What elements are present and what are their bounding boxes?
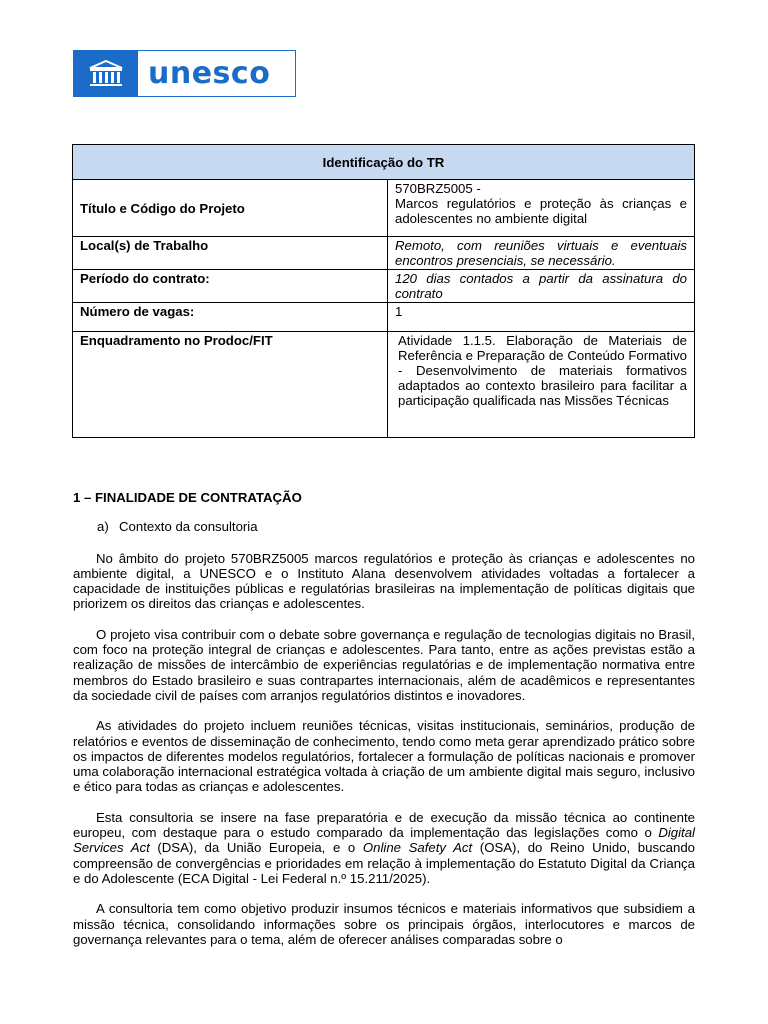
- subsection-title: Contexto da consultoria: [119, 519, 258, 535]
- row-value: 1: [388, 303, 695, 332]
- tr-identification-table: [72, 144, 695, 438]
- row-label: Enquadramento no Prodoc/FIT: [73, 332, 388, 438]
- paragraph-4-text: (OSA), do Reino Unido, buscando compreensão de convergências e prioridades em relação à implementação do Estatuto Digital da Criança e do Adolescente (ECA Digital - Lei Federal n.º 15.211/2025).: [73, 840, 695, 886]
- paragraph-2: O projeto visa contribuir com o debate sobre governança e regulação de tecnologias digitais no Brasil, com foco na proteção integral de crianças e adolescentes. Para tanto, entre as ações previstas estão a realização de missões de intercâmbio de experiências regulatórias e de implementação normativa entre membros do Estado brasileiro e suas contrapartes internacionais, além de acadêmicos e representantes da sociedade civil de países com arranjos regulatórios distintos e inovadores.: [73, 626, 695, 703]
- table-row-framework: [73, 332, 695, 438]
- table-row-title: [73, 180, 695, 237]
- paragraph-5: A consultoria tem como objetivo produzir insumos técnicos e materiais informativos que subsidiem a missão técnica, consolidando informações sobre os principais órgãos, interlocutores e marcos de governança relevantes para o tema, além de oferecer análises comparadas sobre o: [73, 901, 695, 947]
- paragraph-4: [73, 810, 695, 886]
- table-row-vacancies: [73, 303, 695, 332]
- paragraph-4-text: (DSA), da União Europeia, e o: [149, 840, 363, 856]
- project-code: 570BRZ5005 -: [395, 181, 481, 196]
- row-value: Remoto, com reuniões virtuais e eventuais encontros presenciais, se necessário.: [388, 237, 695, 270]
- row-value: 120 dias contados a partir da assinatura do contrato: [388, 270, 695, 303]
- row-label: Local(s) de Trabalho: [73, 237, 388, 270]
- row-label: Título e Código do Projeto: [73, 180, 388, 237]
- table-header: Identificação do TR: [73, 145, 695, 180]
- section-heading: 1 – FINALIDADE DE CONTRATAÇÃO: [73, 490, 302, 505]
- osa-term: Online Safety Act: [362, 840, 473, 856]
- paragraph-1: No âmbito do projeto 570BRZ5005 marcos regulatórios e proteção às crianças e adolescentes no ambiente digital, a UNESCO e o Instituto Alana desenvolvem atividades voltadas a fortalecer a capacidade de instituições públicas e regulatórias brasileiras na implementação de políticas digitais que priorizem os direitos das crianças e adolescentes.: [73, 550, 695, 612]
- table-row-location: [73, 237, 695, 270]
- subsection-heading: [73, 519, 695, 534]
- unesco-temple-icon: [74, 51, 138, 96]
- row-value: [388, 180, 695, 237]
- row-value: Atividade 1.1.5. Elaboração de Materiais de Referência e Preparação de Conteúdo Formativo - Desenvolvimento de materiais formativos adaptados ao contexto brasileiro para facilitar a participação qualificada nas Missões Técnicas: [388, 332, 695, 438]
- document-body: [73, 490, 695, 962]
- paragraph-3: As atividades do projeto incluem reuniões técnicas, visitas institucionais, seminários, produção de relatórios e eventos de disseminação de conhecimento, tendo como meta gerar aprendizado prático sobre os impactos de diferentes modelos regulatórios, fortalecer a formulação de políticas nacionais e promover uma colaboração internacional estratégica voltada à criação de um ambiente digital mais seguro, inclusivo e ético para todas as crianças e adolescentes.: [73, 718, 695, 795]
- unesco-wordmark: unesco: [148, 55, 271, 91]
- row-label: Número de vagas:: [73, 303, 388, 332]
- table-header-row: [73, 145, 695, 180]
- unesco-logo: [73, 50, 296, 97]
- project-title: Marcos regulatórios e proteção às crianças e adolescentes no ambiente digital: [395, 196, 687, 226]
- paragraph-4-text: Esta consultoria se insere na fase preparatória e de execução da missão técnica ao continente europeu, com destaque para o estudo comparado da implementação das legislações como o: [73, 809, 695, 841]
- table-row-period: [73, 270, 695, 303]
- subsection-marker: a): [97, 519, 109, 535]
- dsa-term: Digital Services Act: [73, 825, 695, 856]
- row-label: Período do contrato:: [73, 270, 388, 303]
